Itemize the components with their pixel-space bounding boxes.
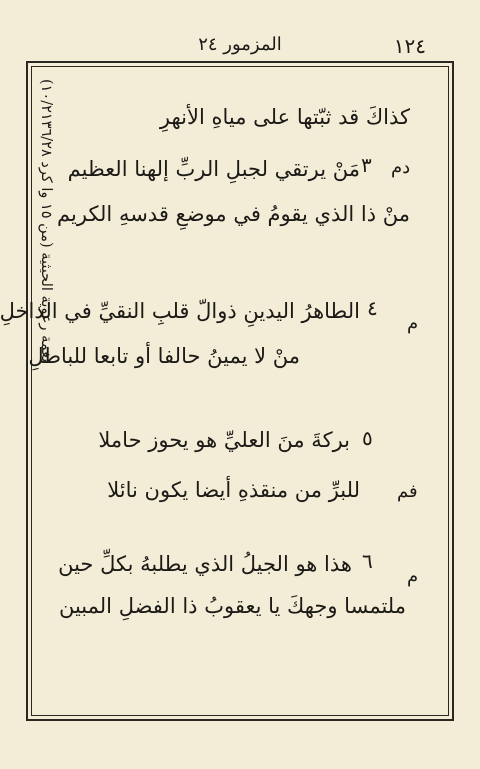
verse-line: ملتمسا وجهكَ يا يعقوبُ ذا الفضلِ المبين (58, 594, 406, 618)
verse-number: ٥ (362, 426, 373, 450)
verse-line: منْ ذا الذي يقومُ في موضعِ قدسهِ الكريم (57, 202, 410, 226)
verse-code: م (407, 313, 419, 334)
verse-code: فم (397, 481, 418, 502)
running-title: المزمور ٢٤ (198, 34, 282, 55)
verse-line: مَنْ يرتقي لجبلِ الربِّ إلهنا العظيم (67, 157, 360, 181)
verse-number: ٣ (361, 153, 372, 177)
verse-line: للبرِّ من منقذهِ أيضا يكون نائلا (107, 478, 360, 502)
verse-number: ٦ (362, 549, 373, 573)
verse-line: هذا هو الجيلُ الذي يطلبهُ بكلِّ حين (58, 552, 352, 576)
verse-line: منْ لا يمينُ حالفا أو تابعا للباطلِ (28, 344, 300, 368)
verse-line: كذاكَ قد ثبّتها على مياهِ الأنهرِ (159, 105, 410, 129)
verse-line: بركةَ منَ العليِّ هو يحوز حاملا (98, 428, 350, 452)
side-note: نغمة رعوية الحيثية (من ١٥ وا كرد ١٠/٢١٣٦/٢٨) (38, 78, 54, 362)
verse-line: الطاهرُ اليدينِ ذوالّ قلبِ النقيِّ في الداخلِ (0, 299, 360, 323)
page-number: ١٢٤ (393, 34, 426, 58)
verse-code: م (407, 566, 419, 587)
verse-code: دم (391, 157, 411, 178)
verse-number: ٤ (367, 296, 378, 320)
